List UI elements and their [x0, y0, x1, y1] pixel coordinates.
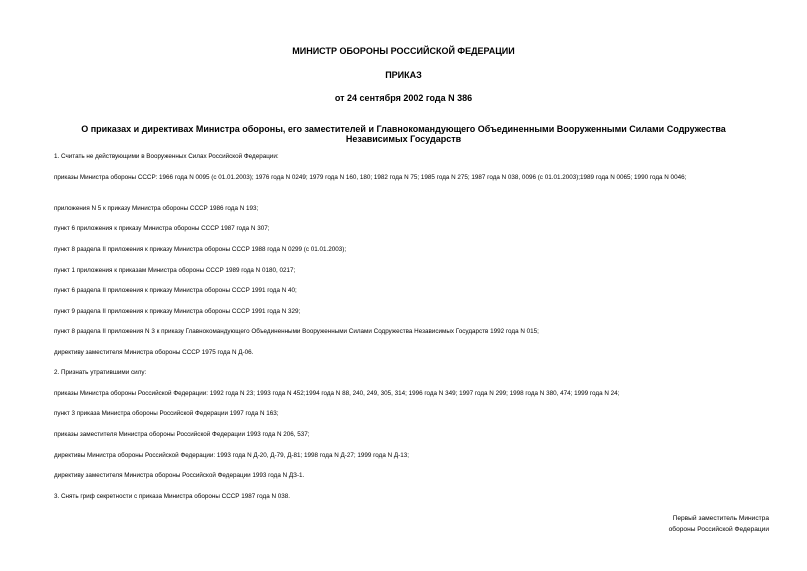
signature-line-2: обороны Российской Федерации	[668, 526, 769, 533]
paragraph-10: директиву заместителя Министра обороны СССР 1975 года N Д-06.	[54, 349, 254, 356]
paragraph-8: пункт 9 раздела II приложения к приказу Министра обороны СССР 1991 года N 329;	[54, 308, 301, 315]
order-date: от 24 сентября 2002 года N 386	[334, 93, 473, 103]
order-heading: ПРИКАЗ	[385, 70, 422, 80]
paragraph-16: директиву заместителя Министра обороны Российской Федерации 1993 года N ДЗ-1.	[54, 472, 305, 479]
paragraph-9: пункт 8 раздела II приложения N 3 к приказу Главнокомандующего Объединенными Вооруженными Силами Содружества Независимых Государств 1992 года N 015;	[54, 328, 539, 335]
paragraph-17: 3. Снять гриф секретности с приказа Министра обороны СССР 1987 года N 038.	[54, 493, 291, 500]
paragraph-15: директивы Министра обороны Российской Федерации: 1993 года N Д-20, Д-79, Д-81; 1998 года N Д-27; 1999 года N Д-13;	[54, 452, 410, 459]
paragraph-2: приказы Министра обороны СССР: 1966 года N 0095 (с 01.01.2003); 1976 года N 0249; 1979 года N 160, 180; 1982 года N 75; 1985 года N 275; 1987 года N 038, 0096 (с 01.01.2003);1989 года N 0065; 1990 года N 0046;	[54, 174, 687, 181]
ministry-heading: МИНИСТР ОБОРОНЫ РОССИЙСКОЙ ФЕДЕРАЦИИ	[292, 46, 515, 56]
paragraph-6: пункт 1 приложения к приказам Министра обороны СССР 1989 года N 0180, 0217;	[54, 267, 296, 274]
paragraph-14: приказы заместителя Министра обороны Российской Федерации 1993 года N 206, 537;	[54, 431, 310, 438]
paragraph-3: приложения N 5 к приказу Министра обороны СССР 1986 года N 193;	[54, 205, 259, 212]
paragraph-11: 2. Признать утратившими силу:	[54, 369, 147, 376]
signature-line-1: Первый заместитель Министра	[672, 515, 769, 522]
paragraph-13: пункт 3 приказа Министра обороны Российской Федерации 1997 года N 163;	[54, 410, 279, 417]
paragraph-4: пункт 6 приложения к приказу Министра обороны СССР 1987 года N 307;	[54, 225, 270, 232]
paragraph-7: пункт 6 раздела II приложения к приказу Министра обороны СССР 1991 года N 40;	[54, 287, 297, 294]
paragraph-5: пункт 8 раздела II приложения к приказу Министра обороны СССР 1988 года N 0299 (с 01.01.2003);	[54, 246, 347, 253]
paragraph-1: 1. Считать не действующими в Вооруженных Силах Российской Федерации:	[54, 153, 279, 160]
paragraph-12: приказы Министра обороны Российской Федерации: 1992 года N 23; 1993 года N 452;1994 года N 88, 240, 249, 305, 314; 1996 года N 349; 1997 года N 299; 1998 года N 380, 474; 1999 года N 24;	[54, 390, 620, 397]
document-title: О приказах и директивах Министра обороны, его заместителей и Главнокомандующего Объединенными Вооруженными Силами Содружества Независимых Государств	[81, 124, 726, 144]
